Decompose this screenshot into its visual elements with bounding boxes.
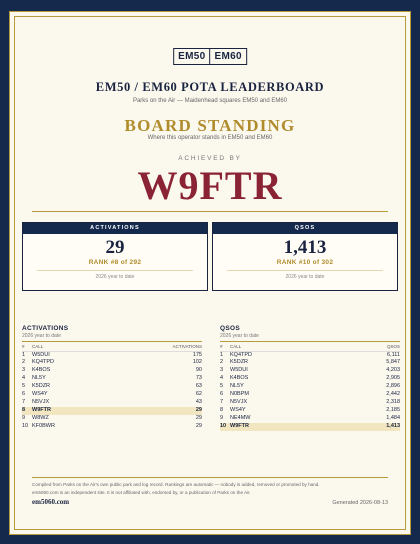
value-cell: 4,203 [386, 367, 400, 374]
disclaimer-line-2: em5060.com is an independent site. It is not affiliated with, endorsed by, or a publication of Parks on the Air. [32, 490, 251, 495]
table-row [220, 351, 400, 359]
call-cell: KQ4TPD [230, 351, 253, 358]
value-cell: 2,185 [386, 406, 400, 413]
rank-cell: 6 [22, 391, 26, 398]
rank-cell: 1 [220, 351, 224, 358]
call-cell: N5VJX [32, 398, 50, 405]
value-cell: 102 [192, 359, 202, 366]
rank-cell: 2 [220, 359, 224, 366]
table-row [220, 423, 400, 431]
disclaimer-line-1: Compiled from Parks on the Air's own public park and log record. Rankings are automatic — nobody is added, removed or promoted by hand. [32, 482, 320, 487]
rank-cell: 2 [22, 359, 26, 366]
call-cell: K4BOS [32, 367, 51, 374]
qsos-table-body [220, 351, 400, 431]
activations-card-rank: RANK #8 of 292 [88, 259, 142, 266]
operator-callsign: W9FTR [137, 163, 283, 208]
value-cell: 29 [107, 407, 202, 415]
table-row [22, 351, 202, 359]
qsos-card-value: 1,413 [283, 237, 327, 258]
rank-cell: 8 [220, 406, 224, 413]
table-row [22, 399, 202, 407]
qsos-card [212, 222, 398, 291]
value-cell: 2,442 [386, 391, 400, 398]
rank-cell: 10 [22, 422, 29, 429]
rank-cell: 9 [220, 414, 224, 421]
table-header-row [220, 343, 400, 351]
qsos-table [220, 343, 400, 431]
call-cell: N0BPM [230, 391, 249, 398]
call-cell: W5DUI [32, 351, 50, 358]
rank-cell: 9 [22, 414, 26, 421]
call-cell: KF0BWR [32, 422, 55, 429]
certificate-sheet [9, 11, 411, 535]
section-divider [32, 211, 388, 212]
call-cell: NE4MW [230, 414, 251, 421]
column-rank: # [220, 343, 230, 351]
value-cell: 1,484 [386, 414, 400, 421]
leaderboard-subtitle: Parks on the Air — Maidenhead squares EM50 and EM60 [132, 98, 288, 104]
value-cell: 1,413 [335, 423, 400, 431]
activations-list-subtitle: 2026 year to date [22, 333, 61, 339]
rank-cell: 7 [220, 398, 224, 405]
list-divider [220, 341, 400, 342]
card-divider [227, 270, 383, 271]
value-cell: 29 [195, 414, 202, 421]
activations-table [22, 343, 202, 431]
qsos-list-title: QSOS [220, 325, 240, 332]
value-cell: 175 [192, 351, 202, 358]
list-divider [22, 341, 202, 342]
qsos-card-note: 2026 year to date [285, 274, 325, 280]
generated-date: Generated 2026-08-13 [332, 500, 388, 506]
column-rank: # [22, 343, 32, 351]
activations-table-body [22, 351, 202, 431]
call-cell: W9FTR [230, 423, 335, 431]
table-row [22, 423, 202, 431]
call-cell: K5DZR [32, 383, 51, 390]
value-cell: 63 [195, 383, 202, 390]
table-row [22, 415, 202, 423]
site-link[interactable]: em5060.com [32, 498, 70, 506]
column-call: CALL [230, 343, 335, 351]
column-activations: ACTIVATIONS [107, 343, 202, 351]
call-cell: W9FTR [32, 407, 107, 415]
call-cell: NL5Y [230, 383, 244, 390]
call-cell: W5DUI [230, 367, 248, 374]
table-row [220, 399, 400, 407]
qsos-leaderboard [220, 325, 400, 431]
call-cell: W8WZ [32, 414, 49, 421]
column-call: CALL [32, 343, 107, 351]
rank-cell: 3 [220, 367, 224, 374]
footer-divider [32, 477, 388, 478]
logo-em50: EM50 [178, 51, 206, 62]
activations-card-value: 29 [105, 237, 125, 258]
value-cell: 62 [195, 391, 202, 398]
board-standing-title: BOARD STANDING [124, 116, 296, 135]
rank-cell: 3 [22, 367, 26, 374]
rank-cell: 4 [22, 375, 26, 382]
table-row [22, 367, 202, 375]
value-cell: 29 [195, 422, 202, 429]
rank-cell: 6 [220, 391, 224, 398]
value-cell: 2,896 [386, 383, 400, 390]
rank-cell: 4 [220, 375, 224, 382]
table-row [22, 391, 202, 399]
call-cell: K5DZR [230, 359, 249, 366]
leaderboard-title: EM50 / EM60 POTA LEADERBOARD [95, 80, 325, 94]
activations-card-note: 2026 year to date [95, 274, 135, 280]
value-cell: 90 [195, 367, 202, 374]
activations-card [22, 222, 208, 291]
table-row [220, 415, 400, 423]
table-row [220, 407, 400, 415]
table-row [22, 359, 202, 367]
activations-card-header: ACTIVATIONS [23, 223, 207, 234]
value-cell: 5,847 [386, 359, 400, 366]
call-cell: WS4Y [230, 406, 246, 413]
table-row [22, 407, 202, 415]
em50-em60-logo [173, 48, 247, 65]
qsos-list-subtitle: 2026 year to date [220, 333, 259, 339]
table-row [22, 375, 202, 383]
logo-em60: EM60 [210, 49, 246, 64]
rank-cell: 5 [220, 383, 224, 390]
rank-cell: 5 [22, 383, 26, 390]
call-cell: NL5Y [32, 375, 46, 382]
footer-disclaimer [32, 481, 388, 497]
table-row [220, 383, 400, 391]
card-divider [37, 270, 193, 271]
table-header-row [22, 343, 202, 351]
value-cell: 2,905 [386, 375, 400, 382]
table-row [220, 359, 400, 367]
rank-cell: 8 [22, 407, 32, 415]
table-row [220, 375, 400, 383]
column-qsos: QSOS [335, 343, 400, 351]
activations-list-title: ACTIVATIONS [22, 325, 69, 332]
qsos-card-header: QSOS [213, 223, 397, 234]
call-cell: WS4Y [32, 391, 48, 398]
table-row [220, 391, 400, 399]
qsos-card-rank: RANK #10 of 302 [276, 259, 334, 266]
value-cell: 73 [195, 375, 202, 382]
call-cell: KQ4TPD [32, 359, 55, 366]
table-row [22, 383, 202, 391]
activations-leaderboard [22, 325, 202, 431]
value-cell: 2,318 [386, 398, 400, 405]
achieved-by-label: ACHIEVED BY [178, 155, 242, 162]
rank-cell: 10 [220, 423, 230, 431]
board-standing-subtitle: Where this operator stands in EM50 and EM60 [147, 135, 273, 141]
rank-cell: 1 [22, 351, 26, 358]
call-cell: K4BOS [230, 375, 249, 382]
call-cell: N5VJX [230, 398, 248, 405]
value-cell: 43 [195, 398, 202, 405]
value-cell: 6,111 [387, 351, 400, 358]
rank-cell: 7 [22, 398, 26, 405]
table-row [220, 367, 400, 375]
